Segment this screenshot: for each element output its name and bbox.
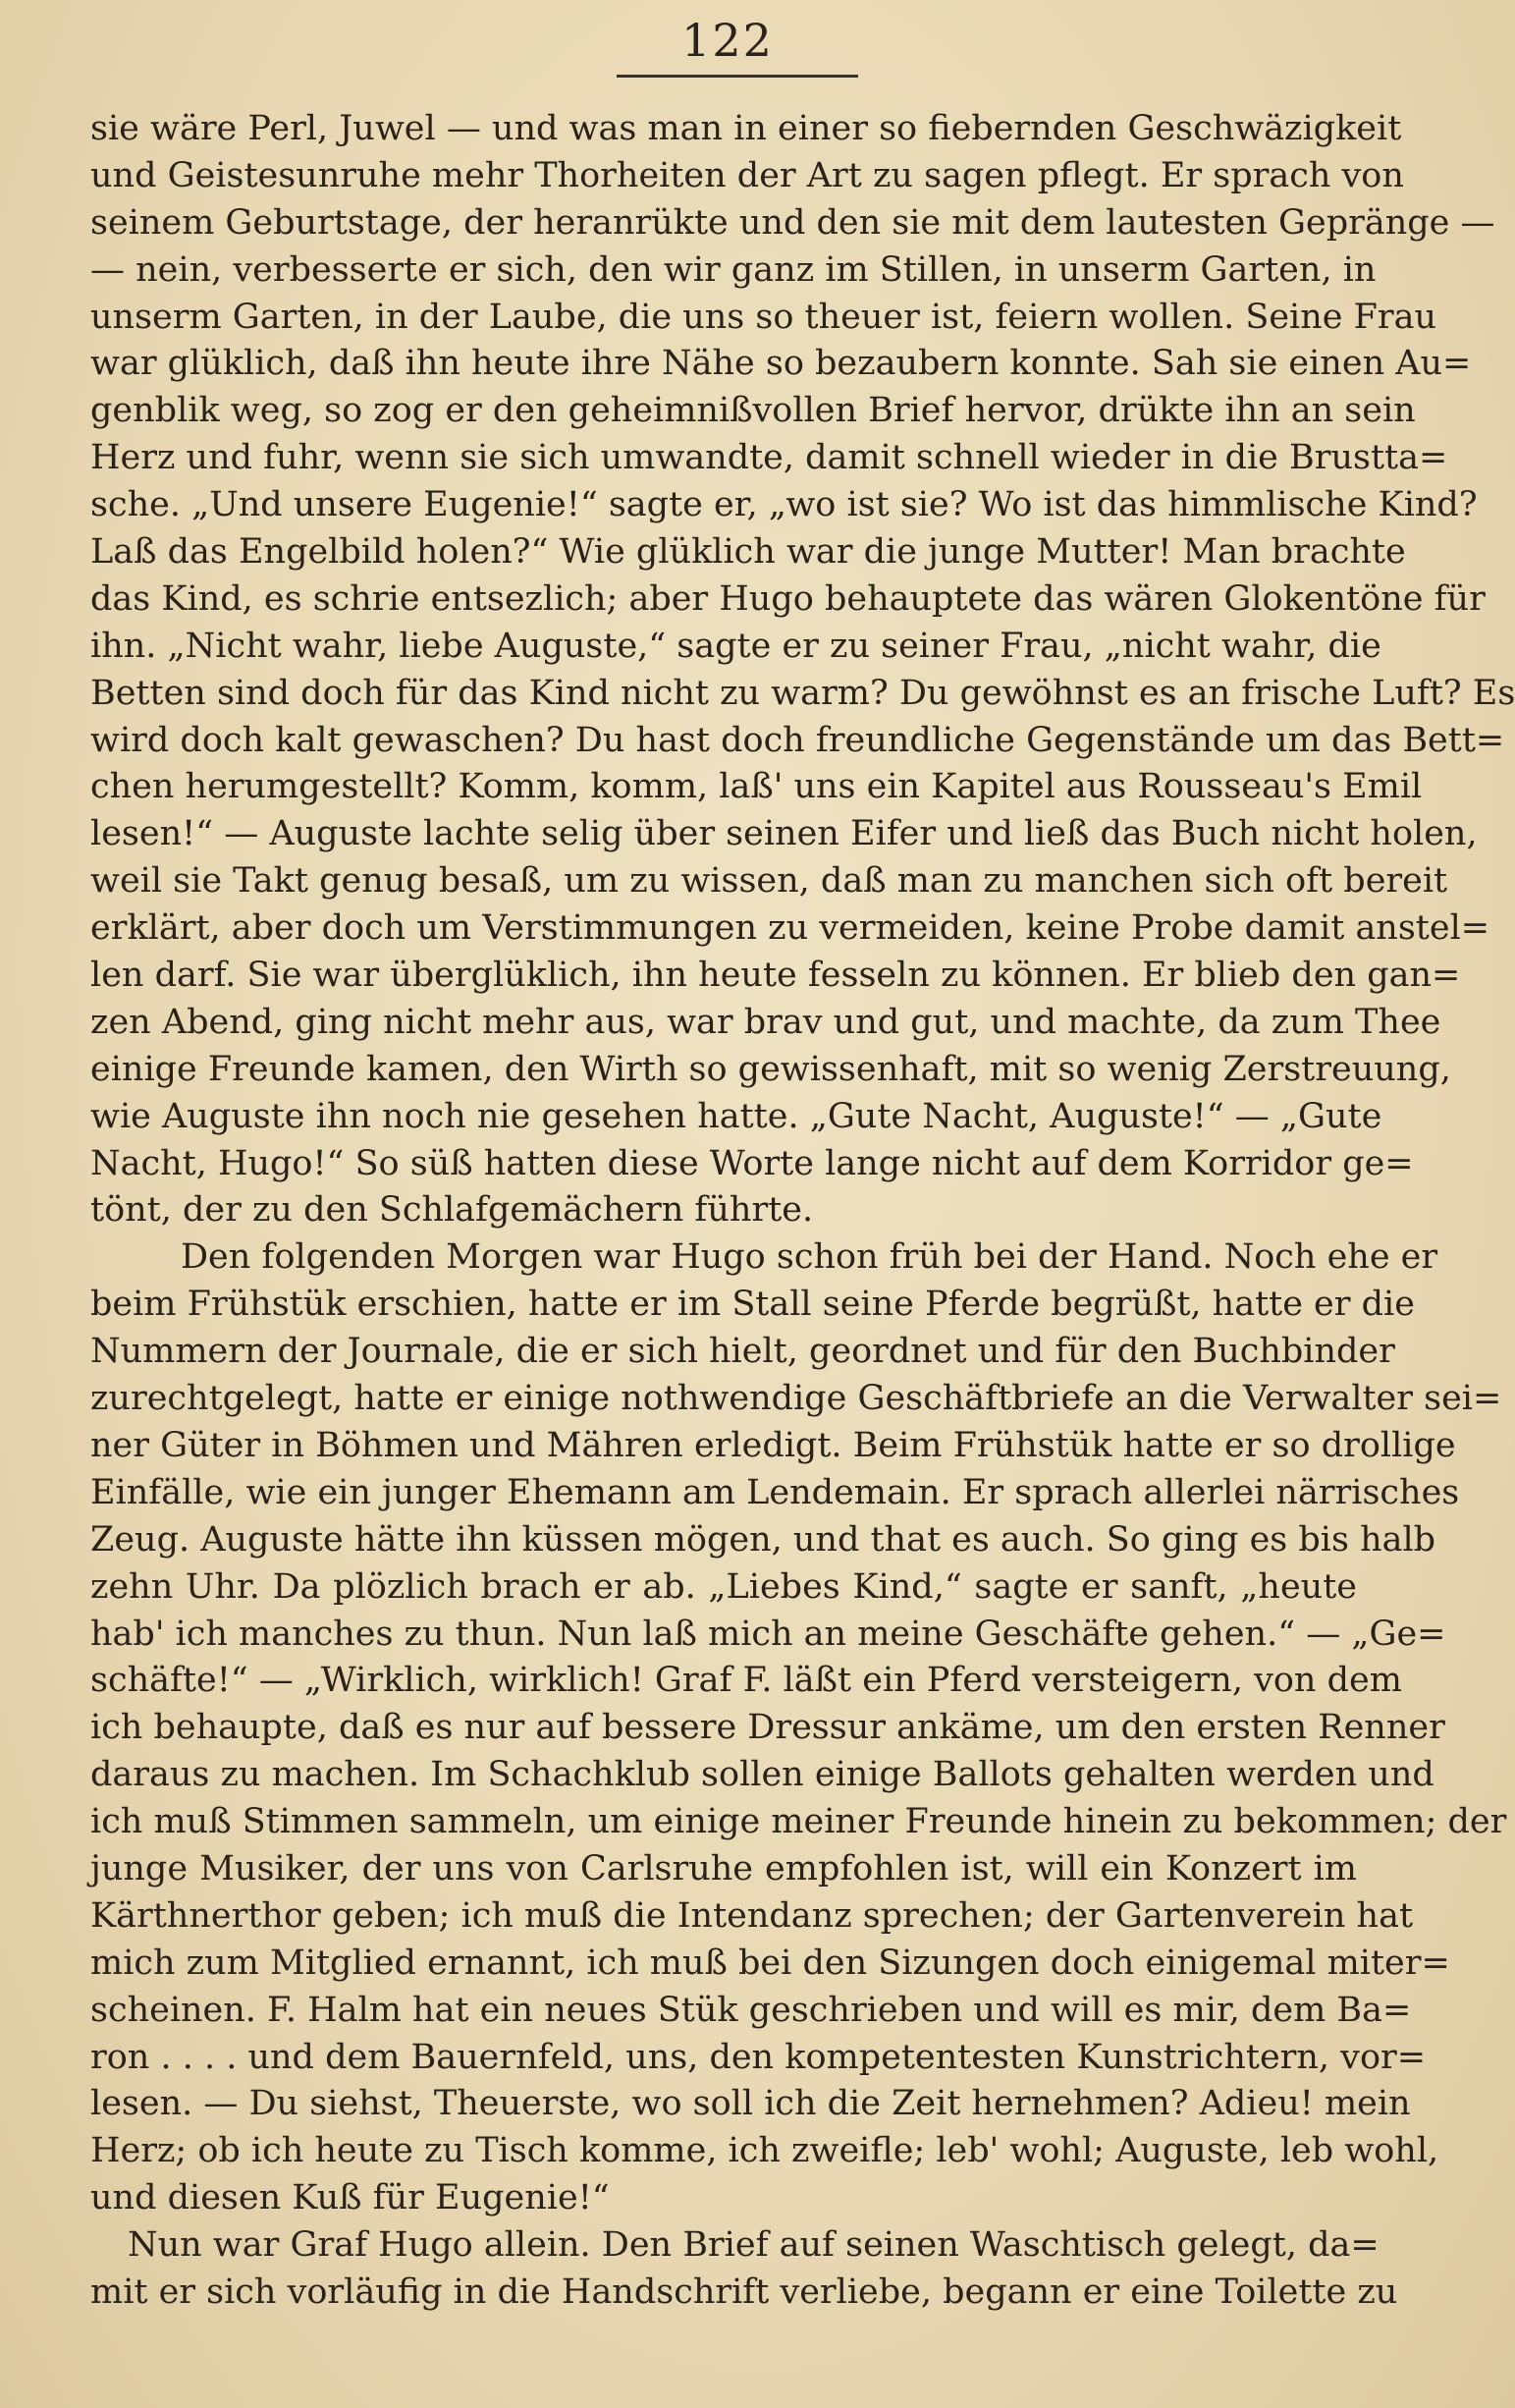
- text-line: ihn. „Nicht wahr, liebe Auguste,“ sagte er zu seiner Frau, „nicht wahr, die: [90, 626, 1381, 666]
- text-line: beim Frühstük erschien, hatte er im Stall seine Pferde begrüßt, hatte er die: [90, 1285, 1415, 1325]
- text-line: len darf. Sie war überglüklich, ihn heute fesseln zu können. Er blieb den gan=: [90, 956, 1461, 996]
- text-line: Kärthnerthor geben; ich muß die Intendanz sprechen; der Gartenverein hat: [90, 1895, 1414, 1936]
- text-line: wird doch kalt gewaschen? Du hast doch freundliche Gegenstände um das Bett=: [90, 720, 1505, 760]
- text-line: seinem Geburtstage, der heranrükte und den sie mit dem lautesten Gepränge —: [90, 202, 1495, 243]
- text-line: Laß das Engelbild holen?“ Wie glüklich war die junge Mutter! Man brachte: [90, 532, 1406, 573]
- text-line: wie Auguste ihn noch nie gesehen hatte. „Gute Nacht, Auguste!“ — „Gute: [90, 1096, 1382, 1136]
- text-line: zurechtgelegt, hatte er einige nothwendige Geschäftbriefe an die Verwalter sei=: [90, 1379, 1502, 1419]
- text-line: Herz; ob ich heute zu Tisch komme, ich zweifle; leb' wohl; Auguste, leb wohl,: [90, 2131, 1439, 2171]
- text-line: Herz und fuhr, wenn sie sich umwandte, damit schnell wieder in die Brustta=: [90, 438, 1448, 478]
- text-line: lesen. — Du siehst, Theuerste, wo soll ich die Zeit hernehmen? Adieu! mein: [90, 2084, 1411, 2124]
- text-line: Einfälle, wie ein junger Ehemann am Lendemain. Er sprach allerlei närrisches: [90, 1472, 1460, 1512]
- text-line: junge Musiker, der uns von Carlsruhe empfohlen ist, will ein Konzert im: [90, 1848, 1357, 1888]
- text-line: lesen!“ — Auguste lachte selig über seinen Eifer und ließ das Buch nicht holen,: [90, 814, 1478, 854]
- text-line: genblik weg, so zog er den geheimnißvollen Brief hervor, drükte ihn an sein: [90, 391, 1416, 431]
- text-line: einige Freunde kamen, den Wirth so gewissenhaft, mit so wenig Zerstreuung,: [90, 1049, 1451, 1089]
- text-line: zehn Uhr. Da plözlich brach er ab. „Liebes Kind,“ sagte er sanft, „heute: [90, 1566, 1357, 1607]
- paragraph: [90, 2222, 1398, 2317]
- text-line: war glüklich, daß ihn heute ihre Nähe so bezaubern konnte. Sah sie einen Au=: [90, 344, 1472, 384]
- text-line: ich behaupte, daß es nur auf bessere Dressur ankäme, um den ersten Renner: [90, 1708, 1445, 1748]
- text-line: chen herumgestellt? Komm, komm, laß' uns ein Kapitel aus Rousseau's Emil: [90, 767, 1423, 807]
- text-line: mich zum Mitglied ernannt, ich muß bei den Sizungen doch einigemal miter=: [90, 1943, 1450, 1983]
- text-line: weil sie Takt genug besaß, um zu wissen, daß man zu manchen sich oft bereit: [90, 861, 1448, 902]
- text-line: Nacht, Hugo!“ So süß hatten diese Worte lange nicht auf dem Korridor ge=: [90, 1143, 1414, 1183]
- text-line: hab' ich manches zu thun. Nun laß mich an meine Geschäfte gehen.“ — „Ge=: [90, 1614, 1446, 1654]
- text-line: sche. „Und unsere Eugenie!“ sagte er, „wo ist sie? Wo ist das himmlische Kind?: [90, 485, 1478, 525]
- text-line: Nummern der Journale, die er sich hielt, geordnet und für den Buchbinder: [90, 1332, 1395, 1372]
- text-line: schäfte!“ — „Wirklich, wirklich! Graf F. läßt ein Pferd versteigern, von dem: [90, 1661, 1402, 1701]
- text-line: Betten sind doch für das Kind nicht zu warm? Du gewöhnst es an frische Luft? Es: [90, 673, 1515, 713]
- text-line: tönt, der zu den Schlafgemächern führte.: [90, 1190, 814, 1231]
- text-line: das Kind, es schrie entsezlich; aber Hugo behauptete das wären Glokentöne für: [90, 578, 1486, 619]
- text-line: ich muß Stimmen sammeln, um einige meiner Freunde hinein zu bekommen; der: [90, 1802, 1507, 1842]
- paragraph: [90, 106, 1515, 1234]
- text-line: und diesen Kuß für Eugenie!“: [90, 2178, 610, 2218]
- text-line: ner Güter in Böhmen und Mähren erledigt. Beim Frühstük hatte er so drollige: [90, 1425, 1456, 1465]
- text-line: unserm Garten, in der Laube, die uns so theuer ist, feiern wollen. Seine Frau: [90, 297, 1437, 337]
- text-line: zen Abend, ging nicht mehr aus, war brav und gut, und machte, da zum Thee: [90, 1002, 1441, 1042]
- body-text: [90, 106, 1515, 2317]
- page-number: 122: [681, 14, 774, 67]
- text-line: sie wäre Perl, Juwel — und was man in einer so fiebernden Geschwäzigkeit: [90, 109, 1402, 148]
- header-rule: [617, 75, 858, 78]
- paragraph: [90, 1234, 1507, 2222]
- text-line: — nein, verbesserte er sich, den wir ganz im Stillen, in unserm Garten, in: [90, 249, 1377, 290]
- text-line: und Geistesunruhe mehr Thorheiten der Art zu sagen pflegt. Er sprach von: [90, 155, 1404, 195]
- text-line: daraus zu machen. Im Schachklub sollen einige Ballots gehalten werden und: [90, 1755, 1434, 1795]
- text-line: Zeug. Auguste hätte ihn küssen mögen, und that es auch. So ging es bis halb: [90, 1519, 1436, 1560]
- text-line: erklärt, aber doch um Verstimmungen zu vermeiden, keine Probe damit anstel=: [90, 908, 1490, 949]
- text-line: mit er sich vorläufig in die Handschrift verliebe, begann er eine Toilette zu: [90, 2271, 1398, 2312]
- text-line: Nun war Graf Hugo allein. Den Brief auf seinen Waschtisch gelegt, da=: [128, 2225, 1380, 2266]
- text-line: Den folgenden Morgen war Hugo schon früh bei der Hand. Noch ehe er: [181, 1237, 1438, 1278]
- text-line: ron . . . . und dem Bauernfeld, uns, den kompetentesten Kunstrichtern, vor=: [90, 2037, 1427, 2077]
- text-line: scheinen. F. Halm hat ein neues Stük geschrieben und will es mir, dem Ba=: [90, 1990, 1412, 2030]
